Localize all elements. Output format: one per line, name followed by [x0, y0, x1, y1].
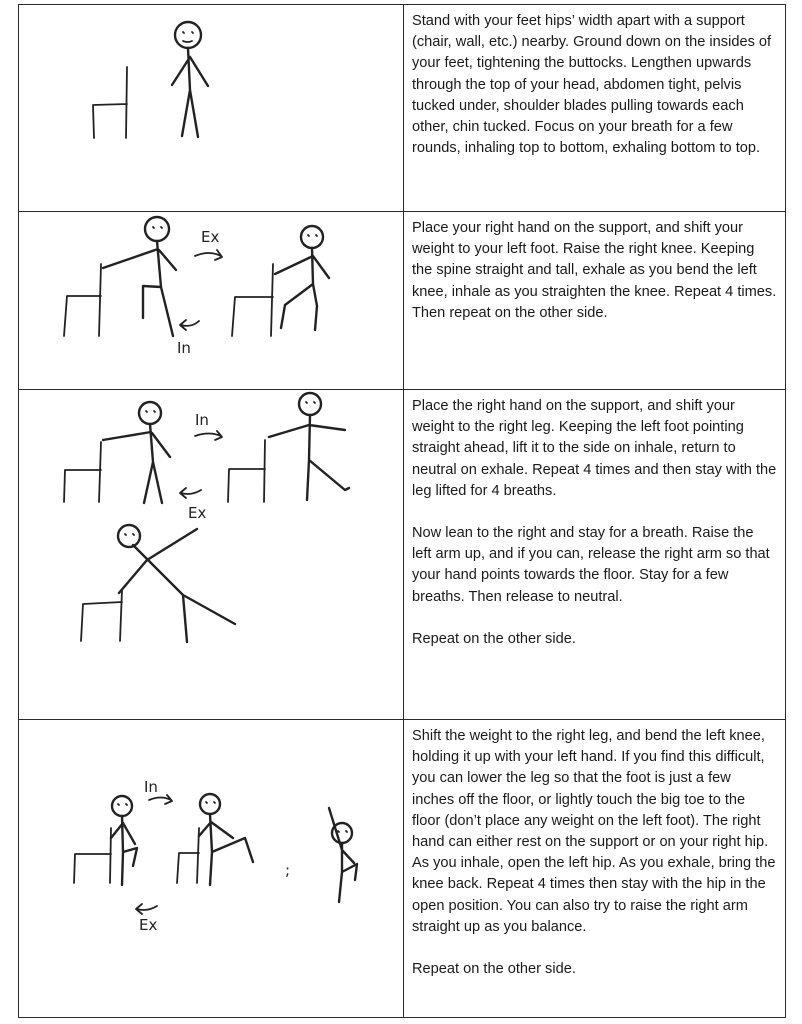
instruction-paragraph: Now lean to the right and stay for a breath. Raise the left arm up, and if you can, release the right arm so that your hand points towards the floor. Stay for a few breaths. Then release to neutral.	[412, 525, 770, 605]
illustration-knee-bend	[19, 212, 403, 390]
instruction-paragraph: Place your right hand on the support, and shift your weight to your left foot. Raise the right knee. Keeping the spine straight and tall, exhale as you bend the left knee, inhale as you straighten the knee. Repeat 4 times. Then repeat on the other side.	[412, 220, 777, 321]
exhale-label: Ex	[139, 916, 158, 934]
exercise-row-1	[19, 5, 786, 212]
instruction-paragraph: Shift the weight to the right leg, and bend the left knee, holding it up with your left hand. If you find this difficult, you can lower the leg so that the foot is just a few inches off the floor, or lightly touch the big toe to the floor (don’t place any weight on the left foot). The right hand can either rest on the support or on your right hip. As you inhale, open the left hip. As you exhale, bring the knee back. Repeat 4 times then stay with the hip in the open position. You can also try to raise the right arm straight up as you balance.	[412, 728, 776, 935]
text-cell-1	[404, 5, 786, 212]
illustration-leg-lift-side-bend	[19, 390, 403, 720]
instruction-paragraph: Repeat on the other side.	[412, 630, 576, 647]
instruction-paragraph: Stand with your feet hips’ width apart with a support (chair, wall, etc.) nearby. Ground down on the insides of your feet, tightening the buttocks. Lengthen upwards through the top of your head, abdomen tight, pelvis tucked under, shoulder blades pulling towards each other, chin tucked. Focus on your breath for a few rounds, inhaling top to bottom, exhaling bottom to top.	[412, 13, 772, 157]
inhale-label: In	[144, 778, 158, 796]
figure-cell-1	[19, 5, 404, 212]
illustration-standing-pose	[19, 5, 403, 212]
exercise-row-2	[19, 212, 786, 390]
text-cell-2	[404, 212, 786, 390]
exercise-row-3	[19, 390, 786, 720]
exhale-label: Ex	[188, 504, 207, 522]
instruction-paragraph: Repeat on the other side.	[412, 961, 576, 978]
inhale-label: In	[177, 339, 191, 357]
instruction-paragraph: Place the right hand on the support, and shift your weight to the right leg. Keeping the left foot pointing straight ahead, lift it to the side on inhale, return to neutral on exhale. Repeat 4 times and then stay with the leg lifted for 4 breaths.	[412, 398, 777, 499]
illustration-hip-opener	[19, 720, 403, 1018]
exhale-label: Ex	[201, 228, 220, 246]
separator-mark: ;	[285, 861, 291, 879]
figure-cell-3	[19, 390, 404, 720]
inhale-label: In	[195, 411, 209, 429]
figure-cell-4	[19, 720, 404, 1018]
text-cell-4	[404, 720, 786, 1018]
exercise-table	[18, 4, 786, 1018]
figure-cell-2	[19, 212, 404, 390]
exercise-row-4	[19, 720, 786, 1018]
text-cell-3	[404, 390, 786, 720]
